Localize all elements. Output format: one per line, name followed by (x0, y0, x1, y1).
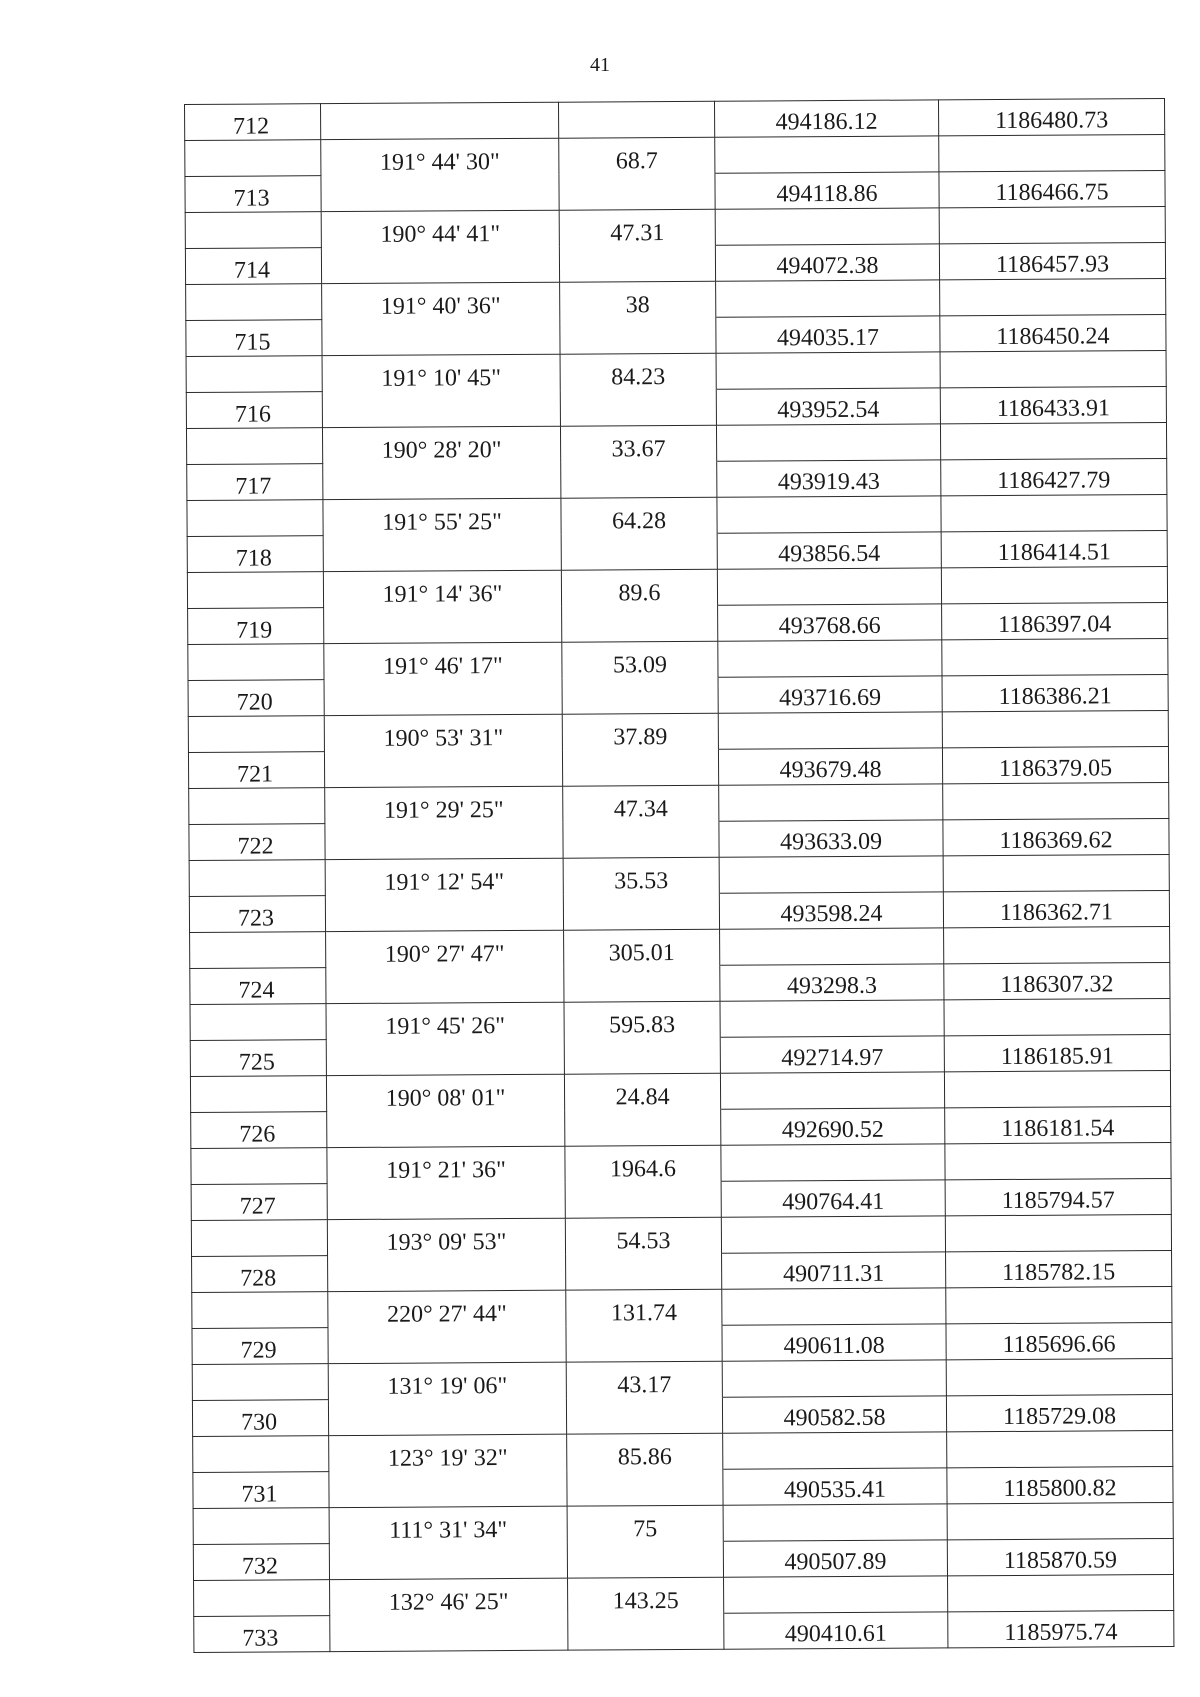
empty-cell (324, 678, 562, 715)
station-cell: 724 (190, 968, 326, 1005)
station-cell: 726 (191, 1112, 327, 1149)
station-row (185, 171, 1165, 213)
empty-cell (326, 966, 564, 1003)
bearing-cell: 191° 12' 54" (325, 858, 563, 895)
bearing-cell: 190° 08' 01" (326, 1074, 564, 1111)
empty-cell (945, 1142, 1171, 1179)
empty-cell (948, 1574, 1174, 1611)
empty-cell (719, 856, 943, 893)
empty-cell (192, 1364, 328, 1401)
empty-cell (559, 173, 715, 210)
empty-cell (944, 1070, 1170, 1107)
empty-cell (717, 568, 941, 605)
station-row (192, 1394, 1172, 1436)
northing-cell: 493952.54 (716, 388, 940, 425)
northing-cell: 493919.43 (717, 460, 941, 497)
empty-cell (187, 572, 323, 609)
easting-cell: 1186185.91 (944, 1034, 1170, 1071)
leg-row (186, 423, 1166, 465)
station-cell: 714 (185, 248, 321, 285)
station-cell: 721 (188, 752, 324, 789)
northing-cell: 490711.31 (722, 1252, 946, 1289)
easting-cell: 1185870.59 (947, 1538, 1173, 1575)
empty-cell (720, 1072, 944, 1109)
empty-cell (188, 716, 324, 753)
empty-cell (716, 280, 940, 317)
leg-row (192, 1286, 1172, 1328)
station-cell: 727 (191, 1184, 327, 1221)
empty-cell (939, 207, 1165, 244)
easting-cell: 1186386.21 (942, 674, 1168, 711)
station-row (188, 746, 1168, 788)
easting-cell: 1186181.54 (945, 1106, 1171, 1143)
leg-row (190, 926, 1170, 968)
empty-cell (323, 534, 561, 571)
station-cell: 732 (193, 1544, 329, 1581)
distance-cell: 53.09 (562, 641, 718, 678)
northing-cell: 490764.41 (721, 1180, 945, 1217)
station-row (194, 1610, 1174, 1652)
distance-cell: 64.28 (561, 497, 717, 534)
distance-cell: 75 (567, 1505, 723, 1542)
leg-row (189, 854, 1169, 896)
empty-cell (940, 279, 1166, 316)
bearing-cell: 191° 44' 30" (321, 138, 559, 175)
bearing-cell: 191° 46' 17" (324, 642, 562, 679)
easting-cell: 1186450.24 (940, 315, 1166, 352)
empty-cell (326, 1038, 564, 1075)
empty-cell (720, 1000, 944, 1037)
empty-cell (940, 351, 1166, 388)
empty-cell (565, 1109, 721, 1146)
station-cell: 723 (189, 896, 325, 933)
empty-cell (716, 352, 940, 389)
bearing-cell: 123° 19' 32" (329, 1434, 567, 1471)
empty-cell (941, 495, 1167, 532)
distance-cell: 84.23 (560, 353, 716, 390)
empty-cell (942, 710, 1168, 747)
empty-cell (186, 284, 322, 321)
empty-cell (719, 784, 943, 821)
bearing-cell: 191° 55' 25" (323, 498, 561, 535)
empty-cell (188, 644, 324, 681)
leg-row (187, 495, 1167, 537)
station-row (192, 1322, 1172, 1364)
northing-cell: 493856.54 (717, 532, 941, 569)
easting-cell: 1185975.74 (948, 1610, 1174, 1647)
station-row (189, 818, 1169, 860)
station-row (191, 1178, 1171, 1220)
station-cell: 730 (192, 1400, 328, 1437)
northing-cell: 490410.61 (724, 1612, 948, 1649)
distance-cell: 68.7 (559, 137, 715, 174)
station-row (188, 674, 1168, 716)
leg-row (189, 782, 1169, 824)
easting-cell: 1186414.51 (941, 531, 1167, 568)
empty-cell (328, 1326, 566, 1363)
station-row (186, 315, 1166, 357)
bearing-cell: 111° 31' 34" (329, 1506, 567, 1543)
empty-cell (947, 1430, 1173, 1467)
northing-cell: 493598.24 (719, 892, 943, 929)
easting-cell: 1185800.82 (947, 1466, 1173, 1503)
empty-cell (946, 1358, 1172, 1395)
empty-cell (716, 424, 940, 461)
station-cell: 717 (187, 464, 323, 501)
empty-cell (329, 1470, 567, 1507)
station-cell: 722 (189, 824, 325, 861)
empty-cell (562, 605, 718, 642)
bearing-cell: 190° 27' 47" (326, 930, 564, 967)
easting-cell: 1186427.79 (941, 459, 1167, 496)
station-cell: 718 (187, 536, 323, 573)
bearing-cell: 220° 27' 44" (328, 1290, 566, 1327)
northing-cell: 490507.89 (723, 1540, 947, 1577)
bearing-cell: 190° 28' 20" (322, 426, 560, 463)
station-cell: 719 (188, 608, 324, 645)
leg-row (191, 1142, 1171, 1184)
empty-cell (722, 1288, 946, 1325)
empty-cell (189, 788, 325, 825)
station-cell: 728 (192, 1256, 328, 1293)
empty-cell (324, 606, 562, 643)
station-row (185, 99, 1165, 141)
empty-cell (944, 998, 1170, 1035)
station-cell: 729 (192, 1328, 328, 1365)
station-row (189, 890, 1169, 932)
empty-cell (945, 1214, 1171, 1251)
northing-cell: 492714.97 (720, 1036, 944, 1073)
easting-cell: 1185794.57 (945, 1178, 1171, 1215)
empty-cell (566, 1253, 722, 1290)
empty-cell (943, 782, 1169, 819)
empty-cell (568, 1613, 724, 1650)
bearing-cell: 191° 14' 36" (323, 570, 561, 607)
station-row (188, 603, 1168, 645)
station-cell: 733 (194, 1616, 330, 1653)
empty-cell (193, 1436, 329, 1473)
station-row (190, 962, 1170, 1004)
empty-cell (941, 567, 1167, 604)
empty-cell (946, 1286, 1172, 1323)
empty-cell (942, 639, 1168, 676)
leg-row (185, 135, 1165, 177)
empty-cell (329, 1542, 567, 1579)
station-row (193, 1466, 1173, 1508)
bearing-cell: 190° 53' 31" (324, 714, 562, 751)
station-row (187, 459, 1167, 501)
easting-cell: 1185729.08 (946, 1394, 1172, 1431)
table-body (185, 99, 1174, 1653)
empty-cell (323, 462, 561, 499)
easting-cell: 1185696.66 (946, 1322, 1172, 1359)
empty-cell (325, 822, 563, 859)
leg-row (190, 998, 1170, 1040)
empty-cell (721, 1216, 945, 1253)
leg-row (188, 639, 1168, 681)
empty-cell (718, 640, 942, 677)
easting-cell: 1186369.62 (943, 818, 1169, 855)
bearing-cell: 191° 29' 25" (325, 786, 563, 823)
leg-row (186, 351, 1166, 393)
empty-cell (947, 1502, 1173, 1539)
leg-row (192, 1358, 1172, 1400)
empty-cell (720, 928, 944, 965)
distance-cell: 37.89 (562, 713, 718, 750)
empty-cell (940, 423, 1166, 460)
empty-cell (563, 893, 719, 930)
empty-cell (566, 1397, 722, 1434)
station-cell: 713 (185, 176, 321, 213)
empty-cell (321, 246, 559, 283)
empty-cell (328, 1254, 566, 1291)
leg-row (187, 567, 1167, 609)
leg-row (186, 279, 1166, 321)
empty-cell (563, 821, 719, 858)
station-cell: 712 (185, 104, 321, 141)
empty-cell (566, 1325, 722, 1362)
empty-cell (715, 208, 939, 245)
empty-cell (944, 926, 1170, 963)
empty-cell (325, 894, 563, 931)
empty-cell (715, 136, 939, 173)
station-cell: 716 (186, 392, 322, 429)
easting-cell: 1186379.05 (942, 746, 1168, 783)
station-row (191, 1106, 1171, 1148)
empty-cell (562, 749, 718, 786)
easting-cell: 1186466.75 (939, 171, 1165, 208)
empty-cell (191, 1148, 327, 1185)
northing-cell: 490611.08 (722, 1324, 946, 1361)
northing-cell: 494035.17 (716, 316, 940, 353)
bearing-cell: 132° 46' 25" (330, 1578, 568, 1615)
empty-cell (190, 1076, 326, 1113)
station-cell: 715 (186, 320, 322, 357)
bearing-cell: 191° 40' 36" (322, 282, 560, 319)
empty-cell (189, 860, 325, 897)
distance-cell: 1964.6 (565, 1145, 721, 1182)
bearing-cell: 191° 10' 45" (322, 354, 560, 391)
northing-cell: 493716.69 (718, 676, 942, 713)
bearing-cell: 191° 21' 36" (327, 1146, 565, 1183)
distance-cell: 47.31 (559, 209, 715, 246)
empty-cell (724, 1576, 948, 1613)
leg-row (185, 207, 1165, 249)
easting-cell: 1186307.32 (944, 962, 1170, 999)
station-row (193, 1538, 1173, 1580)
empty-cell (558, 101, 714, 138)
northing-cell: 493768.66 (718, 604, 942, 641)
empty-cell (328, 1398, 566, 1435)
empty-cell (717, 496, 941, 533)
empty-cell (330, 1614, 568, 1651)
distance-cell: 85.86 (567, 1433, 723, 1470)
northing-cell: 494186.12 (714, 100, 938, 137)
empty-cell (721, 1144, 945, 1181)
empty-cell (723, 1504, 947, 1541)
northing-cell: 493633.09 (719, 820, 943, 857)
station-row (187, 531, 1167, 573)
bearing-cell: 131° 19' 06" (328, 1362, 566, 1399)
northing-cell: 493679.48 (718, 748, 942, 785)
empty-cell (560, 389, 716, 426)
northing-cell: 492690.52 (721, 1108, 945, 1145)
distance-cell: 35.53 (563, 857, 719, 894)
empty-cell (187, 500, 323, 537)
empty-cell (192, 1292, 328, 1329)
leg-row (194, 1574, 1174, 1616)
northing-cell: 493298.3 (720, 964, 944, 1001)
distance-cell: 43.17 (566, 1361, 722, 1398)
distance-cell: 24.84 (564, 1073, 720, 1110)
leg-row (188, 710, 1168, 752)
distance-cell: 38 (560, 281, 716, 318)
station-row (190, 1034, 1170, 1076)
empty-cell (194, 1580, 330, 1617)
empty-cell (322, 390, 560, 427)
empty-cell (562, 677, 718, 714)
station-cell: 720 (188, 680, 324, 717)
distance-cell: 33.67 (560, 425, 716, 462)
empty-cell (327, 1182, 565, 1219)
empty-cell (185, 212, 321, 249)
empty-cell (321, 102, 559, 139)
leg-row (190, 1070, 1170, 1112)
northing-cell: 494072.38 (715, 244, 939, 281)
empty-cell (327, 1110, 565, 1147)
empty-cell (185, 140, 321, 177)
empty-cell (722, 1360, 946, 1397)
empty-cell (564, 1037, 720, 1074)
bearing-cell: 191° 45' 26" (326, 1002, 564, 1039)
empty-cell (190, 932, 326, 969)
empty-cell (718, 712, 942, 749)
distance-cell: 47.34 (563, 785, 719, 822)
survey-coordinates-table (184, 98, 1174, 1653)
northing-cell: 490535.41 (723, 1468, 947, 1505)
easting-cell: 1185782.15 (946, 1250, 1172, 1287)
empty-cell (559, 245, 715, 282)
station-cell: 731 (193, 1472, 329, 1509)
distance-cell: 595.83 (564, 1001, 720, 1038)
bearing-cell: 190° 44' 41" (321, 210, 559, 247)
empty-cell (190, 1004, 326, 1041)
empty-cell (186, 356, 322, 393)
empty-cell (321, 174, 559, 211)
empty-cell (191, 1220, 327, 1257)
distance-cell: 89.6 (561, 569, 717, 606)
distance-cell: 54.53 (565, 1217, 721, 1254)
station-row (186, 387, 1166, 429)
empty-cell (567, 1469, 723, 1506)
empty-cell (560, 317, 716, 354)
empty-cell (564, 965, 720, 1002)
leg-row (193, 1430, 1173, 1472)
empty-cell (723, 1432, 947, 1469)
distance-cell: 131.74 (566, 1289, 722, 1326)
easting-cell: 1186397.04 (942, 603, 1168, 640)
empty-cell (561, 461, 717, 498)
northing-cell: 490582.58 (722, 1396, 946, 1433)
easting-cell: 1186433.91 (940, 387, 1166, 424)
leg-row (193, 1502, 1173, 1544)
empty-cell (561, 533, 717, 570)
page-number: 41 (590, 54, 610, 76)
empty-cell (565, 1181, 721, 1218)
empty-cell (943, 854, 1169, 891)
station-row (192, 1250, 1172, 1292)
station-row (185, 243, 1165, 285)
empty-cell (939, 135, 1165, 172)
distance-cell: 143.25 (568, 1577, 724, 1614)
easting-cell: 1186457.93 (939, 243, 1165, 280)
empty-cell (186, 428, 322, 465)
easting-cell: 1186362.71 (943, 890, 1169, 927)
leg-row (191, 1214, 1171, 1256)
empty-cell (324, 750, 562, 787)
bearing-cell: 193° 09' 53" (327, 1218, 565, 1255)
empty-cell (193, 1508, 329, 1545)
empty-cell (567, 1541, 723, 1578)
northing-cell: 494118.86 (715, 172, 939, 209)
empty-cell (322, 318, 560, 355)
distance-cell: 305.01 (564, 929, 720, 966)
easting-cell: 1186480.73 (938, 99, 1164, 136)
station-cell: 725 (190, 1040, 326, 1077)
